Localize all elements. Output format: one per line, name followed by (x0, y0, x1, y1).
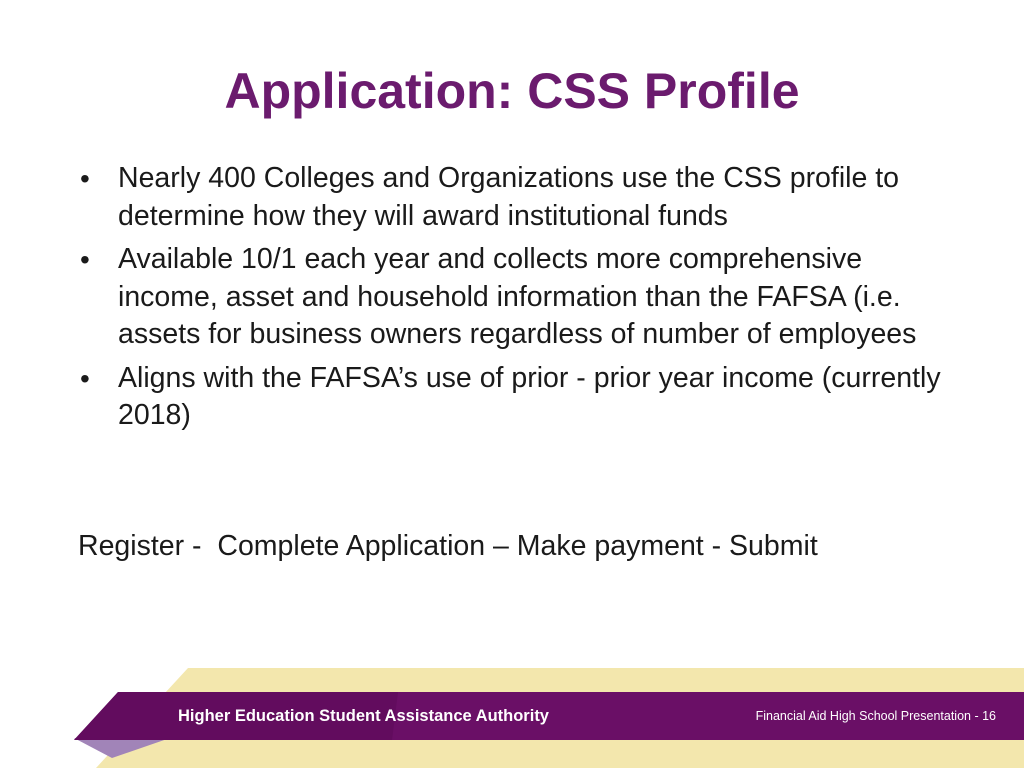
bullet-marker: • (80, 163, 90, 194)
footer-organization-name: Higher Education Student Assistance Authority (178, 707, 549, 725)
footer-page-label: Financial Aid High School Presentation - 16 (755, 709, 996, 723)
bullet-marker: • (80, 244, 90, 275)
slide-title: Application: CSS Profile (224, 63, 800, 119)
bullet-text: Available 10/1 each year and collects more comprehensive income, asset and household information than the FAFSA (i.e. assets for business owners regardless of number of employees (118, 243, 917, 350)
bullet-text: Aligns with the FAFSA’s use of prior - prior year income (currently 2018) (118, 361, 941, 431)
application-steps-line: Register - Complete Application – Make payment - Submit (78, 530, 818, 562)
bullet-text: Nearly 400 Colleges and Organizations use the CSS profile to determine how they will award institutional funds (118, 162, 900, 232)
bullet-marker: • (80, 362, 90, 394)
